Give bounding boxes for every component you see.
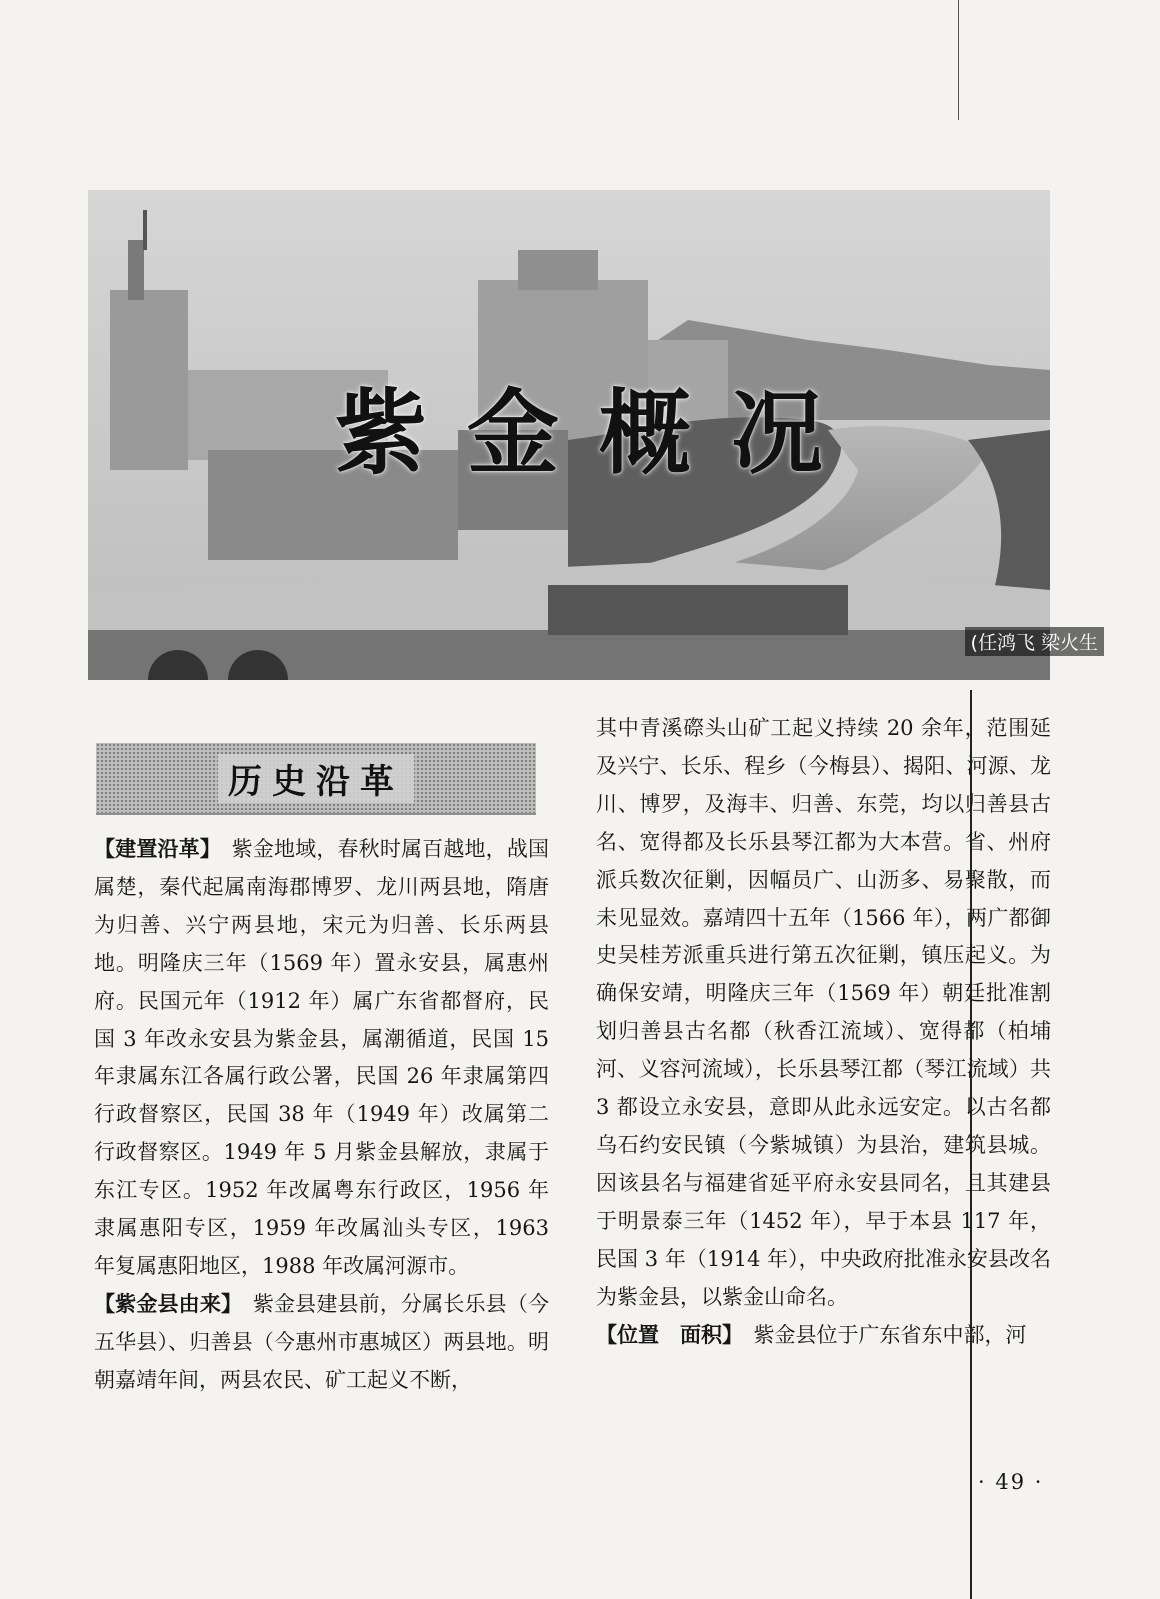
paragraph-continued (596, 710, 1051, 1317)
paragraph-heading: 【位置 面积】 (596, 1322, 733, 1347)
section-title: 历史沿革 (218, 754, 414, 803)
scan-divider-line (958, 0, 959, 120)
banner-title: 紫金概况 (335, 379, 864, 487)
right-text-column (596, 710, 1051, 1354)
paragraph-body: 紫金县位于广东省东中部，河 (753, 1322, 1027, 1347)
paragraph-jianzhi-yange (94, 831, 549, 1286)
paragraph-weizhi-mianji (596, 1317, 1051, 1355)
section-header-banner (96, 743, 536, 815)
paragraph-body: 其中青溪磜头山矿工起义持续 20 余年，范围延及兴宁、长乐、程乡（今梅县）、揭阳、河源、龙川、博罗，及海丰、归善、东莞，均以归善县古名、宽得都及长乐县琴江都为大本营。省、州府派兵数次征剿，因幅员广、山沥多、易聚散，而未见显效。嘉靖四十五年（1566 年），两广都御史吴桂芳派重兵进行第五次征剿，镇压起义。为确保安靖，明隆庆三年（1569 年）朝廷批准割划归善县古名都（秋香江流域）、宽得都（柏埔河、义容河流域），长乐县琴江都（琴江流域）共 3 都设立永安县，意即从此永远安定。以古名都乌石约安民镇（今紫城镇）为县治，建筑县城。因该县名与福建省延平府永安县同名，且其建县于明景泰三年（1452 年），早于本县 117 年，民国 3 年（1914 年），中央政府批准永安县改名为紫金县，以紫金山命名。 (596, 716, 1051, 1309)
page-number: · 49 · (978, 1470, 1044, 1494)
paragraph-heading: 【建置沿革】 (94, 837, 211, 861)
photo-caption: (任鸿飞 梁火生 (965, 627, 1104, 656)
left-text-column (94, 831, 549, 1400)
paragraph-xian-youlai (94, 1286, 549, 1400)
paragraph-body: 紫金地域，春秋时属百越地，战国属楚，秦代起属南海郡博罗、龙川两县地，隋唐为归善、兴宁两县地，宋元为归善、长乐两县地。明隆庆三年（1569 年）置永安县，属惠州府。民国元年（1912 年）属广东省都督府，民国 3 年改永安县为紫金县，属潮循道，民国 15 年隶属东江各属行政公署，民国 26 年隶属第四行政督察区，民国 38 年（1949 年）改属第二行政督察区。1949 年 5 月紫金县解放，隶属于东江专区。1952 年改属粤东行政区，1956 年隶属惠阳专区，1959 年改属汕头专区，1963 年复属惠阳地区，1988 年改属河源市。 (94, 837, 550, 1278)
paragraph-body: 紫金县建县前，分属长乐县（今五华县）、归善县（今惠州市惠城区）两县地。明朝嘉靖年间，两县农民、矿工起义不断， (94, 1291, 550, 1392)
paragraph-heading: 【紫金县由来】 (94, 1291, 232, 1316)
